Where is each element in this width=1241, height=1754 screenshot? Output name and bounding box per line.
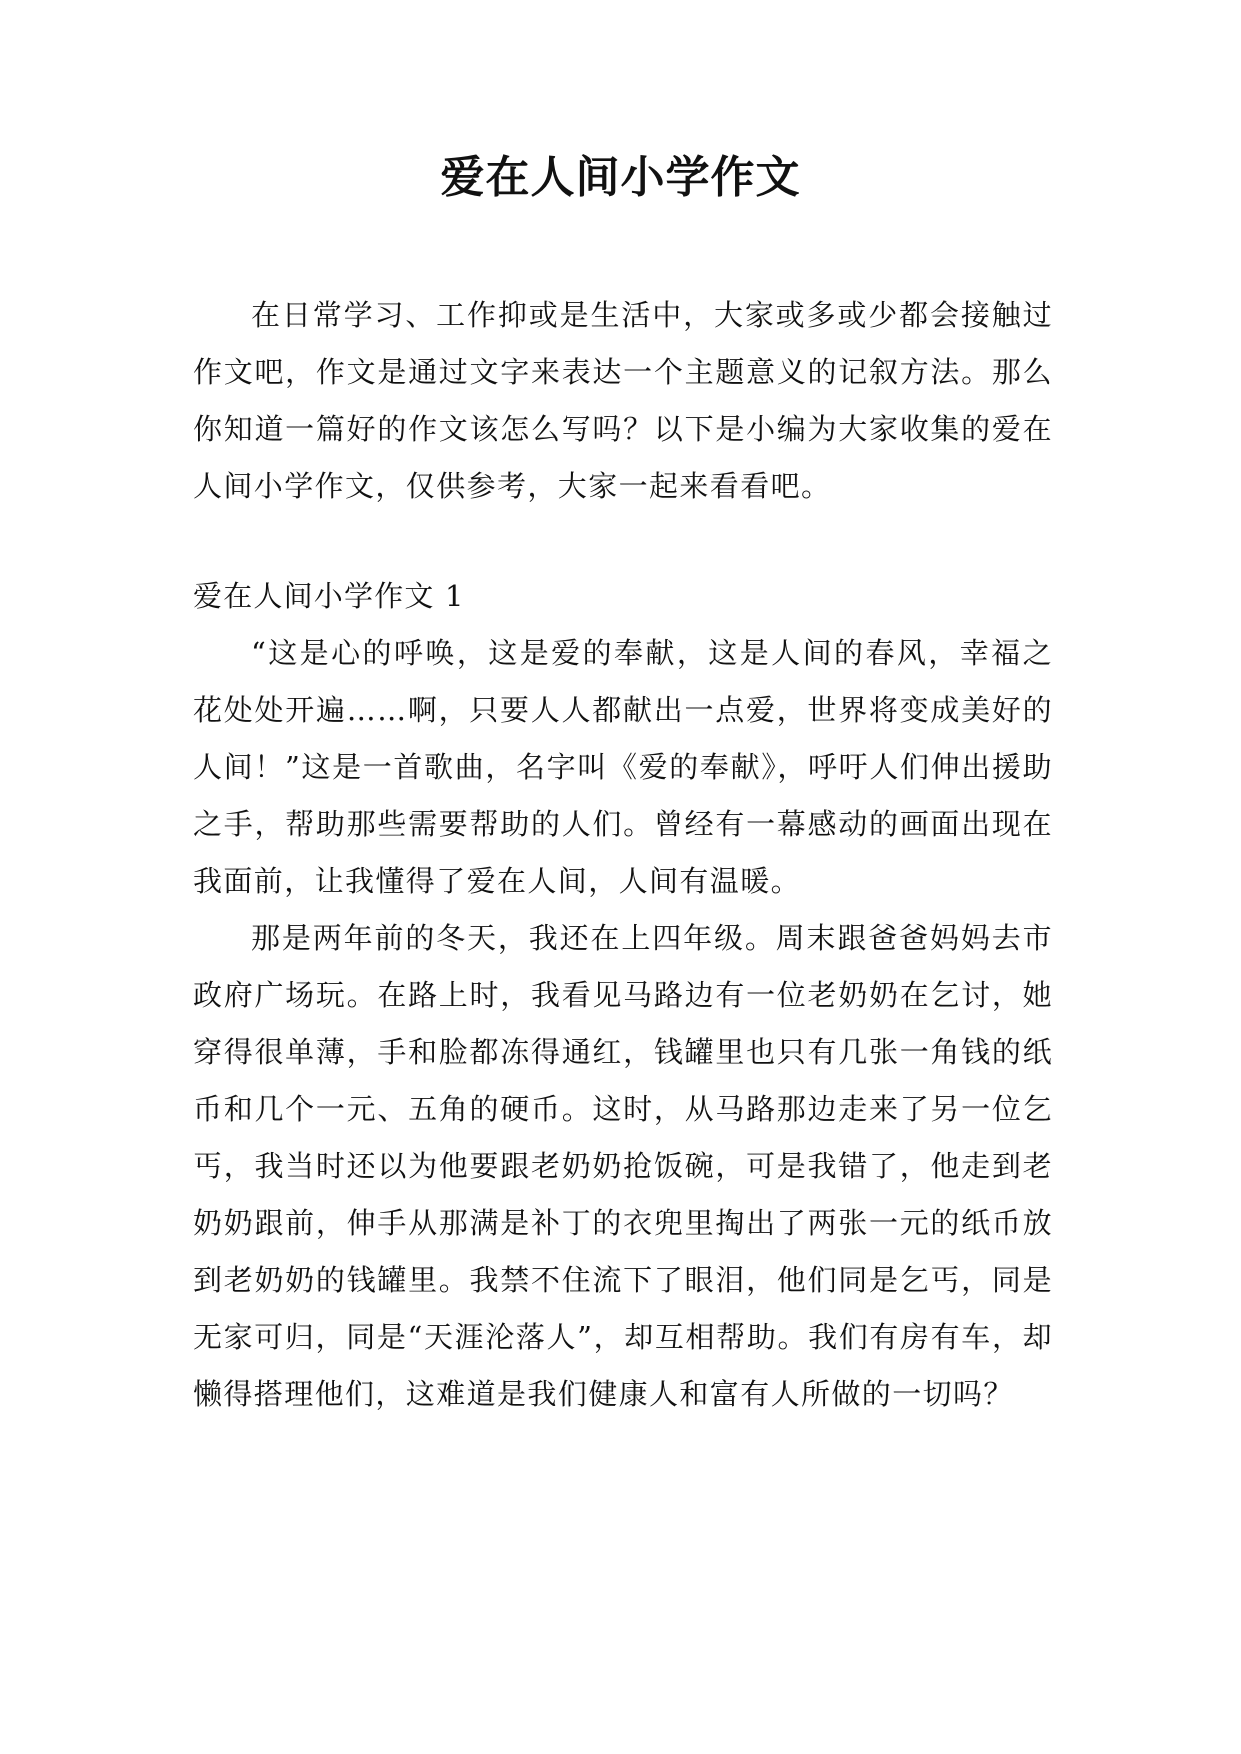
intro-paragraph: 在日常学习、工作抑或是生活中，大家或多或少都会接触过作文吧，作文是通过文字来表达一个主题意义的记叙方法。那么你知道一篇好的作文该怎么写吗？以下是小编为大家收集的爱在人间小学作文，仅供参考，大家一起来看看吧。 bbox=[193, 298, 1053, 503]
section-heading-1: 爱在人间小学作文 1 bbox=[193, 579, 465, 613]
section-1-paragraph-2: 那是两年前的冬天，我还在上四年级。周末跟爸爸妈妈去市政府广场玩。在路上时，我看见马路边有一位老奶奶在乞讨，她穿得很单薄，手和脸都冻得通红，钱罐里也只有几张一角钱的纸币和几个一元、五角的硬币。这时，从马路那边走来了另一位乞丐，我当时还以为他要跟老奶奶抢饭碗，可是我错了，他走到老奶奶跟前，伸手从那满是补丁的衣兜里掏出了两张一元的纸币放到老奶奶的钱罐里。我禁不住流下了眼泪，他们同是乞丐，同是无家可归，同是“天涯沦落人”，却互相帮助。我们有房有车，却懒得搭理他们，这难道是我们健康人和富有人所做的一切吗？ bbox=[193, 921, 1053, 1411]
section-1-paragraph-1: “这是心的呼唤，这是爱的奉献，这是人间的春风，幸福之花处处开遍……啊，只要人人都献出一点爱，世界将变成美好的人间！”这是一首歌曲，名字叫《爱的奉献》，呼吁人们伸出援助之手，帮助那些需要帮助的人们。曾经有一幕感动的画面出现在我面前，让我懂得了爱在人间，人间有温暖。 bbox=[193, 636, 1053, 898]
document-title: 爱在人间小学作文 bbox=[440, 152, 801, 203]
document-body bbox=[193, 287, 1053, 1423]
